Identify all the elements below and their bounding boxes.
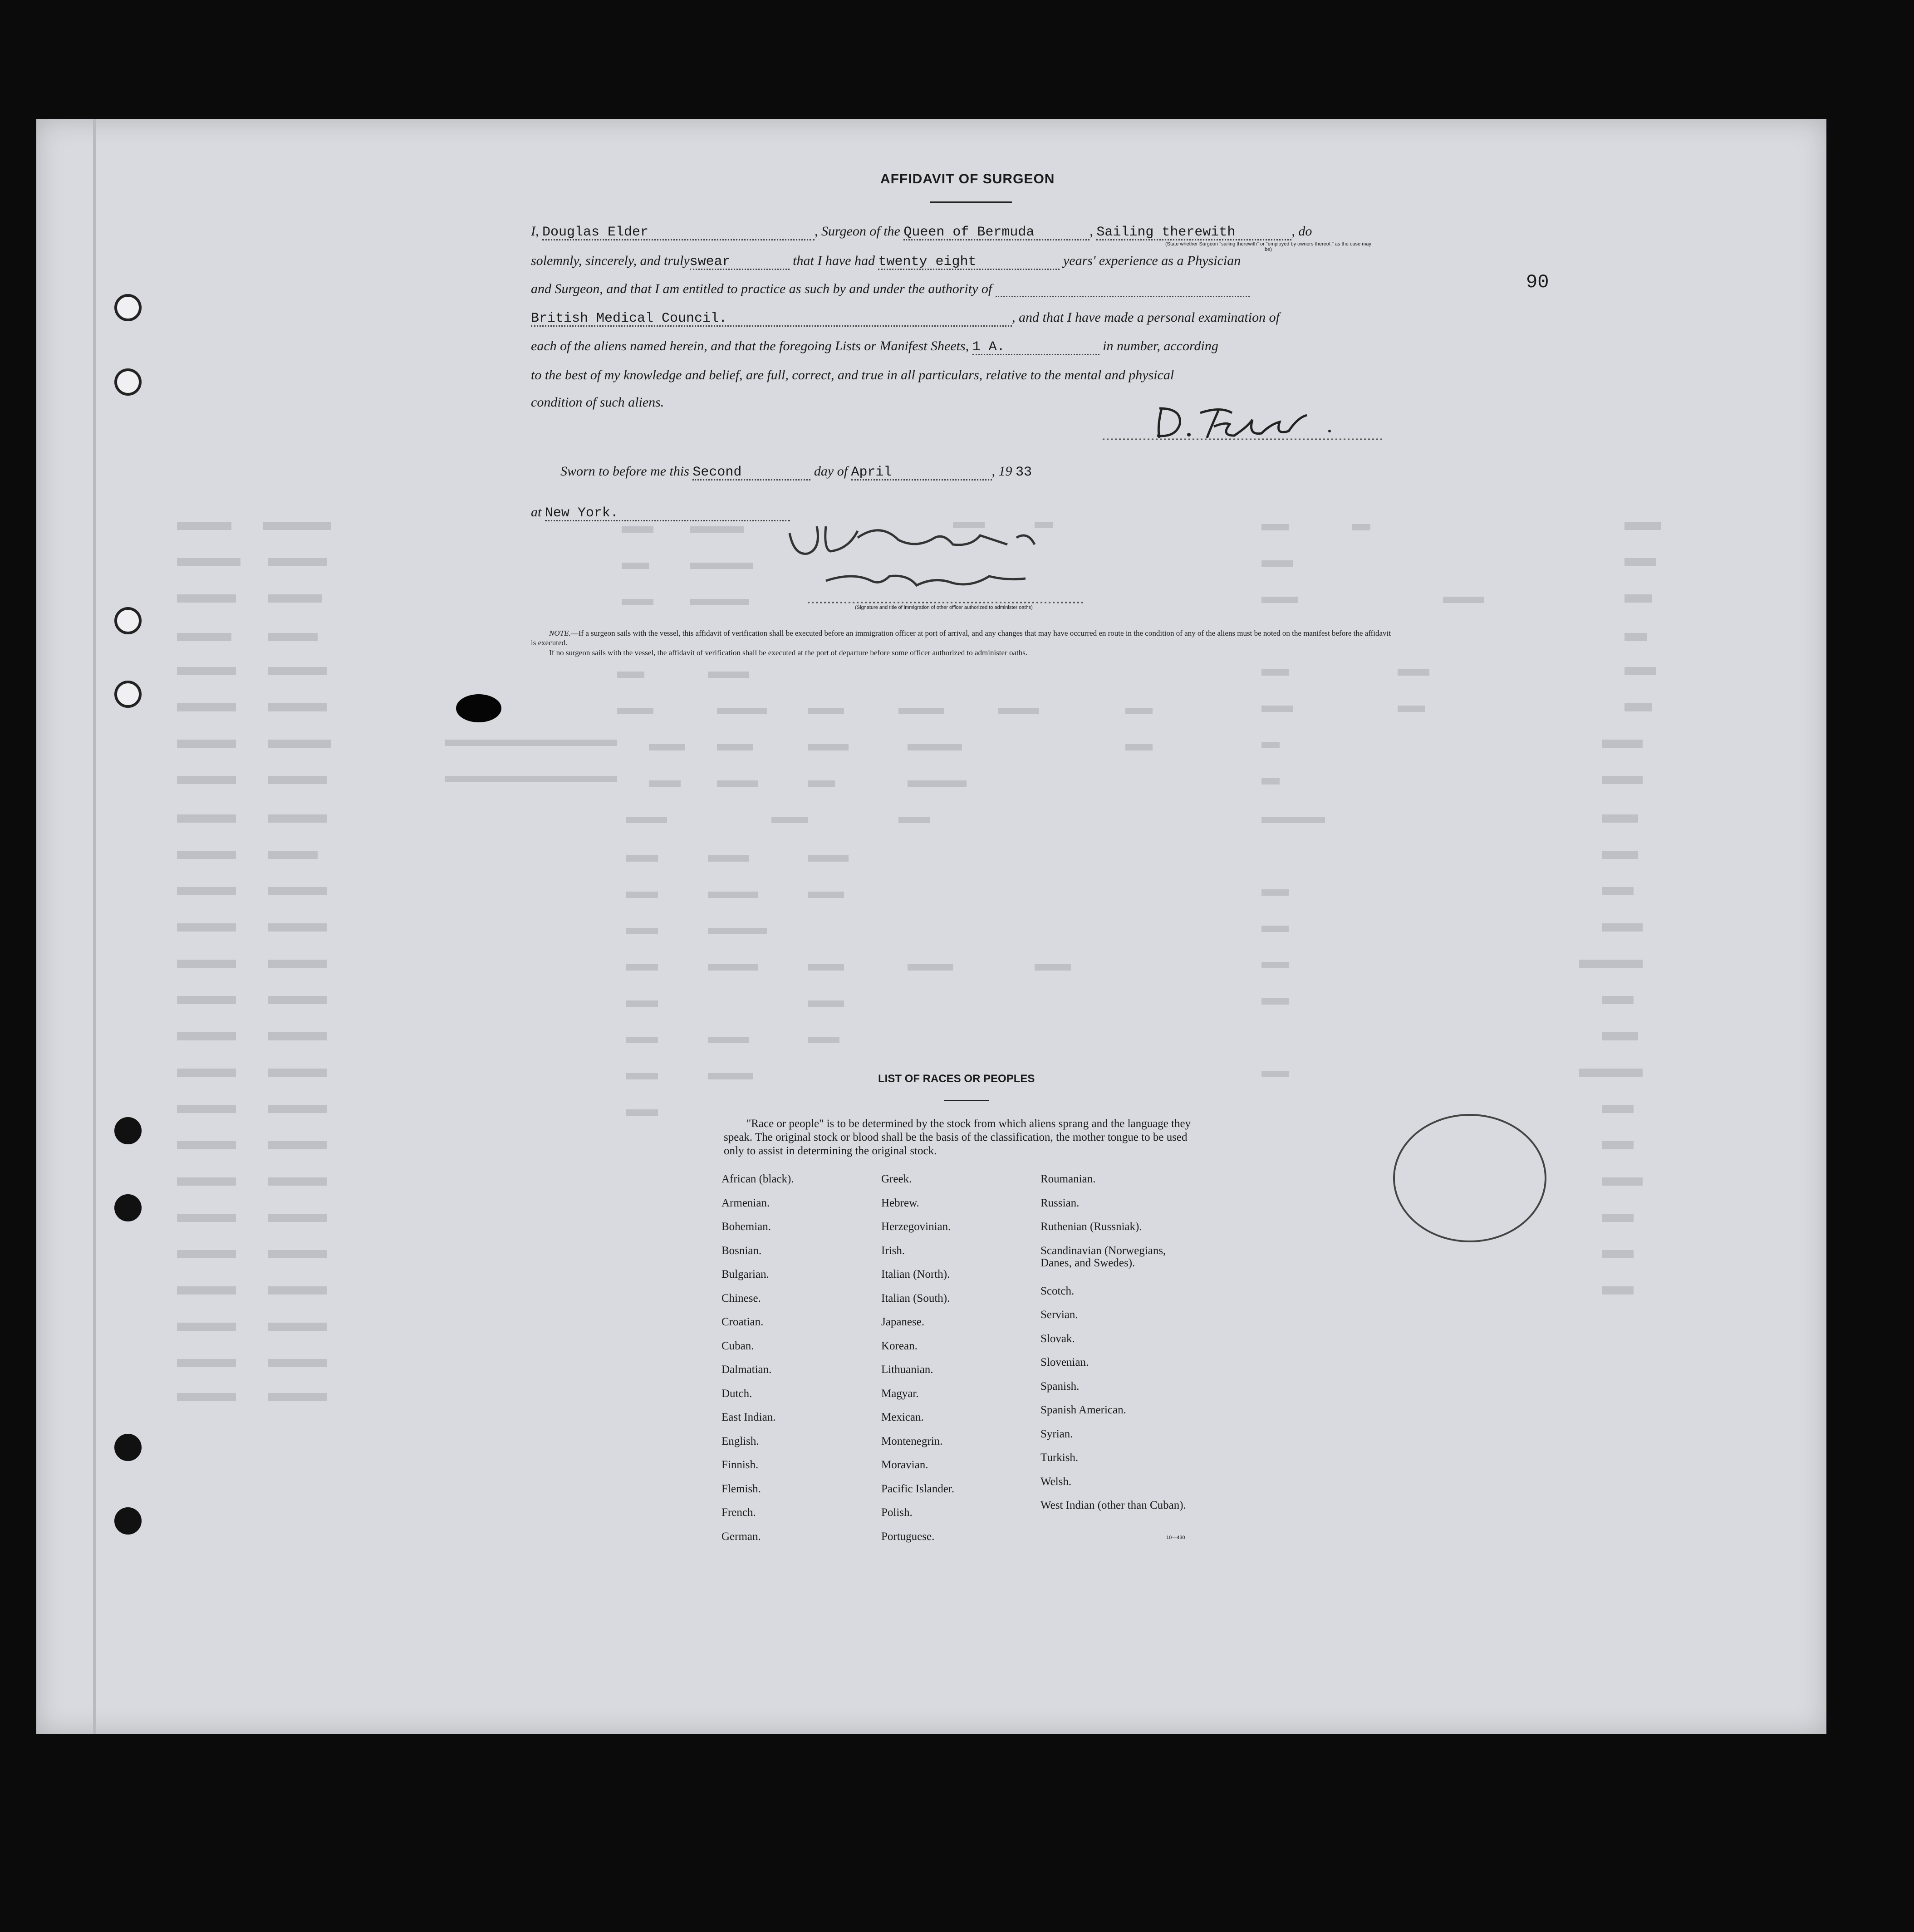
text-have-had: that I have had [793,253,875,268]
place-line [531,505,790,521]
race-item: Italian (North). [881,1268,950,1280]
comma: , [1090,224,1093,239]
punch-hole [114,1117,142,1144]
text-and-surgeon: and Surgeon, and that I am entitled to practice as such by and under the authority of [531,281,992,296]
race-item: Bulgarian. [721,1268,769,1280]
sheets-field: 1 A. [972,340,1099,355]
race-item: Hebrew. [881,1196,919,1209]
note-line-1: —If a surgeon sails with the vessel, this affidavit of verification shall be executed before an immigration officer at port of arrival, and any changes that may have occurred en route in the condition of any of the aliens must be noted on the manifest before the affidavit is executed. [531,629,1391,647]
race-item: German. [721,1530,761,1543]
race-item: Montenegrin. [881,1435,943,1447]
sworn-month-field: April [851,466,992,481]
officer-caption: (Signature and title of immigration of other officer authorized to administer oaths) [855,605,1033,610]
race-item: Bohemian. [721,1221,771,1233]
race-item: Herzegovinian. [881,1221,951,1233]
race-item: Chinese. [721,1292,761,1304]
race-item: Welsh. [1040,1475,1072,1488]
punch-hole [114,1507,142,1535]
affidavit-note [531,628,1393,657]
ink-blot [456,694,501,722]
text-i: I, [531,224,539,239]
race-item: Scotch. [1040,1285,1075,1297]
stamp-circle [1393,1114,1546,1242]
race-item: Polish. [881,1506,913,1519]
race-item: East Indian. [721,1411,776,1423]
race-item: Slovenian. [1040,1356,1089,1369]
affidavit-title: AFFIDAVIT OF SURGEON [880,172,1055,186]
text-years: years' experience as a Physician [1063,253,1241,268]
surgeon-name-field: Douglas Elder [542,226,815,240]
affidavit-line-6: to the best of my knowledge and belief, are full, correct, and true in all particulars, relative to the mental and physical [531,368,1174,382]
race-item: Cuban. [721,1339,754,1352]
race-item: Spanish. [1040,1380,1080,1393]
sworn-place-field: New York. [545,506,790,521]
race-item: Dalmatian. [721,1363,772,1376]
text-day-of: day of [814,464,848,479]
sworn-day-field: Second [692,466,810,481]
oath-field: swear [690,255,790,270]
race-item: Bosnian. [721,1244,762,1257]
race-item: Portuguese. [881,1530,935,1543]
text-surgeon-of: , Surgeon of the [815,224,900,239]
punch-hole [114,681,142,708]
text-exam: , and that I have made a personal examination of [1012,310,1280,325]
text-do: , do [1291,224,1312,239]
punch-hole [114,1194,142,1221]
race-item: Lithuanian. [881,1363,933,1376]
sworn-year: 33 [1016,465,1032,480]
text-solemnly: solemnly, sincerely, and truly [531,253,690,268]
sworn-line [560,465,1032,481]
race-item: Flemish. [721,1482,761,1495]
race-item: Scandinavian (Norwegians, Danes, and Swedes). [1040,1244,1166,1269]
text-19: , 19 [991,464,1012,479]
authority-field: British Medical Council. [531,312,1012,327]
text-in-number: in number, according [1103,338,1218,353]
race-item: Dutch. [721,1387,752,1400]
affidavit-line-7: condition of such aliens. [531,395,664,410]
races-title: LIST OF RACES OR PEOPLES [878,1073,1035,1085]
title-rule [930,201,1012,203]
affidavit-line-4 [531,311,1280,327]
race-item: Slovak. [1040,1332,1075,1345]
years-field: twenty eight [878,255,1060,270]
race-item: Syrian. [1040,1427,1073,1440]
surgeon-signature [1103,399,1393,445]
race-item: Pacific Islander. [881,1482,955,1495]
race-item: Armenian. [721,1196,770,1209]
race-item: French. [721,1506,756,1519]
form-number: 10—430 [1166,1535,1185,1540]
race-item: Korean. [881,1339,918,1352]
race-item: Ruthenian (Russniak). [1040,1221,1142,1233]
race-item: Moravian. [881,1459,928,1471]
affidavit-line-2 [531,254,1241,270]
races-intro: "Race or people" is to be determined by the stock from which aliens sprang and the language they speak. The original stock or blood shall be the basis of the classification, the mother tongue to be used only to assist in determining the original stock. [724,1118,1191,1157]
status-field: Sailing therewith [1096,226,1291,240]
page-number: 90 [1526,271,1549,293]
punch-hole [114,368,142,396]
race-item: Turkish. [1040,1451,1079,1464]
note-label: NOTE. [549,629,571,637]
races-title-rule [944,1100,989,1101]
race-item: Croatian. [721,1316,764,1328]
text-each: each of the aliens named herein, and that the foregoing Lists or Manifest Sheets, [531,338,969,353]
race-item: Spanish American. [1040,1404,1126,1417]
race-item: Japanese. [881,1316,925,1328]
race-item: Greek. [881,1173,912,1185]
authority-blank [996,282,1250,297]
punch-hole [114,1434,142,1461]
race-item: African (black). [721,1173,794,1185]
punch-hole [114,294,142,321]
race-item: Servian. [1040,1309,1078,1321]
race-item: Russian. [1040,1196,1080,1209]
vessel-field: Queen of Bermuda [903,226,1090,240]
text-at: at [531,505,542,520]
race-item: Italian (South). [881,1292,950,1304]
affidavit-line-5 [531,339,1218,355]
text-sworn: Sworn to before me this [560,464,689,479]
race-item: Roumanian. [1040,1173,1096,1185]
race-item: Magyar. [881,1387,919,1400]
status-note: (State whether Surgeon "sailing therewith" or "employed by owners thereof," as the case may be) [1165,241,1372,253]
note-line-2: If no surgeon sails with the vessel, the affidavit of verification shall be executed at the port of departure before some officer authorized to administer oaths. [549,648,1028,657]
race-item: Finnish. [721,1459,759,1471]
race-item: Irish. [881,1244,905,1257]
officer-signature [780,513,1089,617]
race-item: Mexican. [881,1411,924,1423]
punch-hole [114,607,142,634]
affidavit-line-3 [531,282,1250,297]
race-item: English. [721,1435,759,1447]
race-item: West Indian (other than Cuban). [1040,1499,1186,1512]
affidavit-line-1 [531,225,1312,240]
